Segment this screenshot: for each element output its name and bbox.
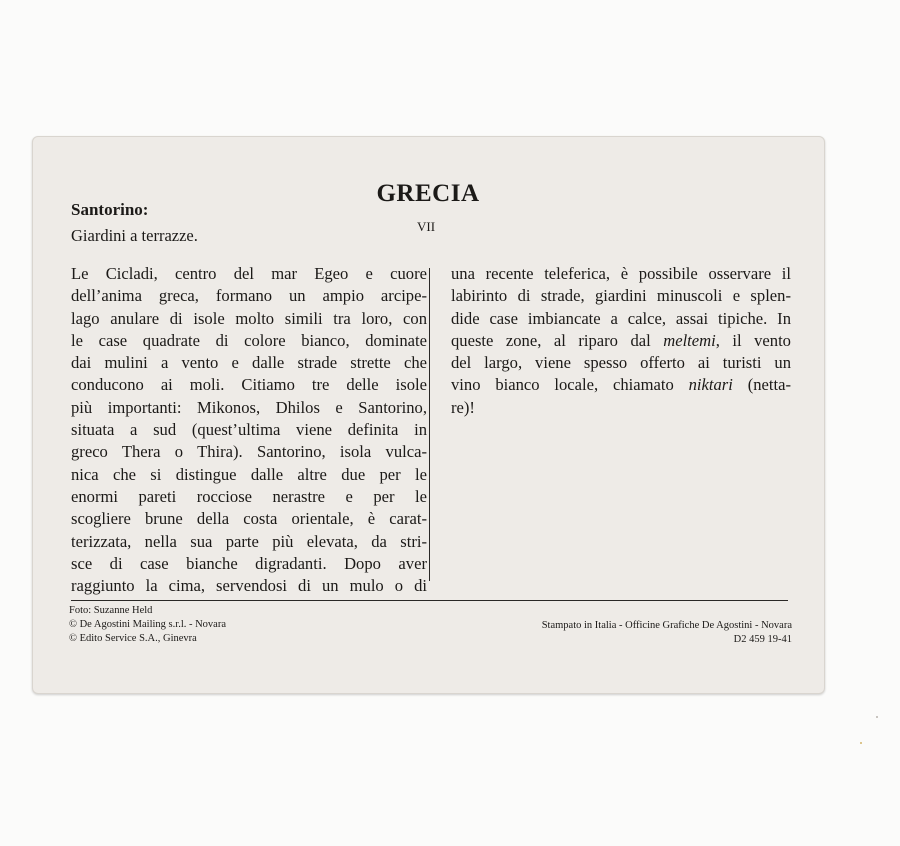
series-number: VII [417,219,436,234]
text-line: terizzata, nella sua parte più elevata, da stri- [71,531,427,551]
text-line: greco Thera o Thira). Santorino, isola vulca- [71,442,427,462]
subject-heading: Santorino: [71,200,149,219]
printer-line: D2 459 19-41 [733,634,792,645]
text-line: dell’anima greca, formano un ampio arcipe- [71,286,427,306]
credit-line: © De Agostini Mailing s.r.l. - Novara [69,619,227,630]
dust-speck [860,742,862,744]
subject-subtitle: Giardini a terrazze. [71,226,198,245]
text-line: più importanti: Mikonos, Dhilos e Santorino, [71,397,427,417]
text-segment: re)! [451,397,475,417]
credits-block [69,604,226,646]
text-segment: dide case imbiancate a calce, assai tipiche. In [451,308,791,328]
page-title: GRECIA [376,180,480,207]
text-segment: , il vento [715,330,791,350]
right-text-column [451,263,791,419]
text-segment: del largo, viene spesso offerto ai turisti un [451,353,791,373]
printer-block [542,619,792,647]
dust-speck [876,716,878,718]
text-line: enormi pareti rocciose nerastre e per le [71,486,427,506]
text-line: lago anulare di isole molto simili tra loro, con [71,308,427,328]
text-segment: (netta- [732,375,792,395]
text-line [451,330,791,352]
text-line [451,374,791,396]
text-segment: una recente teleferica, è possibile osservare il [451,264,791,283]
text-segment: vino bianco locale, chiamato [451,375,689,395]
italic-term: meltemi [663,330,716,350]
credit-line: Foto: Suzanne Held [69,605,153,616]
text-line: situata a sud (quest’ultima viene definita in [71,420,427,440]
text-line [451,397,791,419]
text-line: scogliere brune della costa orientale, è carat- [71,509,427,529]
credit-line: © Edito Service S.A., Ginevra [69,633,197,644]
printer-line: Stampato in Italia - Officine Grafiche De Agostini - Novara [541,620,792,631]
left-text-column [71,263,427,597]
text-line: raggiunto la cima, servendosi di un mulo o di [71,576,427,596]
text-segment: queste zone, al riparo dal [451,330,664,350]
text-line: dai mulini a vento e dalle strade strette che [71,353,427,373]
text-line [451,263,791,285]
text-line: Le Cicladi, centro del mar Egeo e cuore [71,264,427,283]
text-line: sce di case bianche digradanti. Dopo aver [71,553,427,573]
text-line: nica che si distingue dalle altre due per le [71,464,427,484]
text-line: conducono ai moli. Citiamo tre delle isole [71,375,427,395]
column-divider [429,268,430,581]
text-line [451,285,791,307]
italic-term: niktari [688,375,733,395]
postcard-back [32,136,825,694]
footer-divider [71,600,788,601]
text-line [451,308,791,330]
text-segment: labirinto di strade, giardini minuscoli e splen- [451,286,791,306]
text-line: le case quadrate di colore bianco, dominate [71,330,427,350]
text-line [451,352,791,374]
